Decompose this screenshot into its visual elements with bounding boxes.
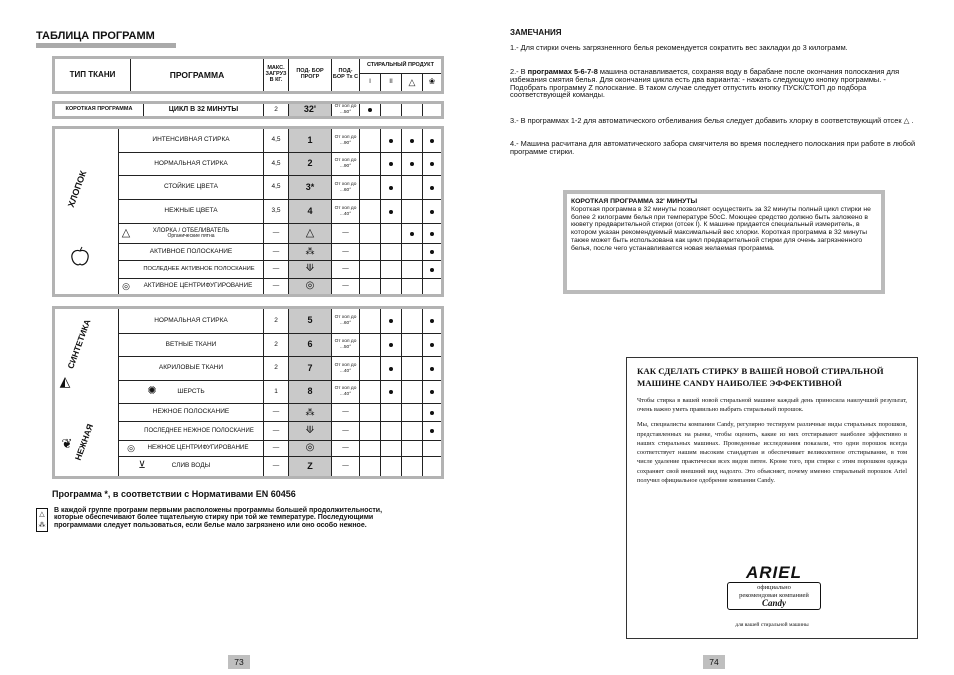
cotton-table	[52, 126, 444, 297]
synth-row-1-name: НОРМАЛЬНАЯ СТИРКА	[154, 316, 228, 324]
bleach-sub-label: Органические пятна	[167, 233, 215, 240]
ariel-logo-line-1: официально	[757, 584, 791, 591]
cotton-side-label: ХЛОПОК	[65, 169, 89, 209]
synth-row-8-code: Z	[307, 460, 313, 471]
detergent-dot	[368, 108, 372, 112]
cotton-row-3-name: СТОЙКИЕ ЦВЕТА	[163, 183, 219, 191]
synth-row-8-name: СЛИВ ВОДЫ	[171, 462, 211, 470]
cotton-row-6-name: АКТИВНОЕ ПОЛОСКАНИЕ	[149, 247, 233, 255]
cotton-row-7-name: ПОСЛЕДНЕЕ АКТИВНОЕ ПОЛОСКАНИЕ	[143, 266, 255, 273]
cotton-row-1-temp: От хол до ...90°	[334, 134, 357, 146]
synth-row-8-temp: —	[342, 462, 349, 470]
note-3: 3.- В программах 1-2 для автоматического отбеливания белья следует добавить хлорку в соответствующий отсек △ .	[510, 116, 914, 125]
synth-row-2-temp: От хол до ...50°	[334, 339, 357, 350]
cotton-row-5-load: —	[272, 229, 280, 237]
page-title: ТАБЛИЦА ПРОГРАММ	[36, 30, 155, 42]
cotton-row-1-name: ИНТЕНСИВНАЯ СТИРКА	[152, 136, 230, 144]
cotton-row-7-load: —	[272, 265, 280, 273]
synth-row-1-temp: От хол до ...60°	[334, 315, 357, 326]
synth-row-3-load: 2	[274, 364, 278, 372]
cotton-row-6-load: —	[272, 247, 280, 255]
short-program-box	[563, 190, 885, 294]
short-program-temp: От хол до ...50°	[334, 104, 357, 115]
short-program-name: ЦИКЛ В 32 МИНУТЫ	[168, 106, 239, 114]
short-program-box-text: Короткая программа в 32 минуты позволяет осуществить за 32 минуты полный цикл стирки не более 2 килограмм белья при температуре 50сС. Моющее средство должно быть заложено в кювету предварительной стирки (отсек I). К машине придается специальный измеритель, в котором указан рекомендуемый максимальный вес хлорки. Короткая программа в 32 минуты также может быть использована как цикл предварительной стирки для очень загрязненного белья, после чего устанавливается новая желаемая программа.	[571, 205, 871, 252]
header-program: ПРОГРАММА	[169, 69, 225, 80]
det-col-1: I	[369, 78, 371, 86]
bleach-icon: △	[408, 76, 416, 87]
warning-triangle-icon: ◭	[59, 372, 71, 389]
ariel-logo	[719, 564, 829, 616]
page-number-right: 74	[703, 655, 725, 669]
final-rinse-icon: ⟱	[305, 263, 315, 275]
cotton-row-2-code: 2	[307, 158, 313, 169]
detergent-drawer-icon: △ ⁂	[36, 508, 48, 532]
synth-row-3-temp: От хол до ...40°	[334, 362, 357, 374]
cotton-row-2-name: НОРМАЛЬНАЯ СТИРКА	[154, 159, 228, 167]
synth-row-2-code: 6	[307, 339, 313, 350]
cotton-row-3-temp: От хол до ...60°	[334, 181, 357, 193]
synth-row-5-name: НЕЖНОЕ ПОЛОСКАНИЕ	[152, 408, 230, 416]
synth-row-4-code: 8	[307, 386, 313, 397]
synth-row-5-temp: —	[342, 408, 349, 416]
notes-title: ЗАМЕЧАНИЯ	[510, 28, 562, 37]
header-table	[52, 56, 444, 94]
gentle-spin-icon: ◎	[127, 442, 135, 453]
cotton-row-5-temp: —	[342, 229, 349, 237]
softener-icon: ❀	[428, 77, 436, 87]
cotton-row-8-load: —	[272, 282, 280, 290]
header-detergent: СТИРАЛЬНЫЙ ПРОДУКТ	[366, 62, 435, 69]
iec-note: Программа *, в соответствии с Нормативами EN 60456	[52, 489, 296, 499]
spin-icon: ◎	[122, 280, 130, 291]
note-2-bold: программах 5-6-7-8	[527, 67, 598, 76]
header-fabric-type: ТИП ТКАНИ	[69, 69, 116, 79]
rinse-icon: ⁂	[305, 246, 315, 257]
note-1: 1.- Для стирки очень загрязненного белья рекомендуется сократить вес закладки до 3 килограмм.	[510, 43, 848, 52]
cotton-row-4-name: НЕЖНЫЕ ЦВЕТА	[164, 207, 218, 215]
synthetic-side-label: СИНТЕТИКА	[65, 317, 93, 371]
det-col-2: II	[389, 78, 393, 86]
candy-box-title: КАК СДЕЛАТЬ СТИРКУ В ВАШЕЙ НОВОЙ СТИРАЛЬНОЙ МАШИНЕ CANDY НАИБОЛЕЕ ЭФФЕКТИВНОЙ	[637, 366, 884, 388]
cotton-row-6-temp: —	[342, 247, 349, 255]
cotton-row-2-temp: От хол до ...90°	[334, 158, 357, 169]
cotton-row-8-temp: —	[342, 282, 349, 290]
synth-row-1-load: 2	[274, 316, 278, 324]
cotton-row-4-load: 3,5	[271, 207, 281, 215]
bleach-label: ХЛОРКА / ОТБЕЛИВАТЕЛЬ	[152, 227, 230, 234]
cotton-row-4-code: 4	[307, 205, 313, 216]
synth-row-3-name: АКРИЛОВЫЕ ТКАНИ	[158, 364, 224, 372]
gentle-rinse-icon: ⁂	[305, 406, 315, 417]
synth-row-6-name: ПОСЛЕДНЕЕ НЕЖНОЕ ПОЛОСКАНИЕ	[144, 427, 254, 434]
short-program-code: 32'	[303, 104, 317, 115]
synth-row-4-temp: От хол до ...40°	[334, 386, 357, 397]
note-4: 4.- Машина расчитана для автоматического забора смягчителя во время последнего полоскания при работе в любой программе стирки.	[510, 139, 916, 156]
cotton-row-5-code: △	[305, 226, 315, 239]
page-number-left: 73	[228, 655, 250, 669]
apple-icon	[69, 246, 91, 268]
synth-row-3-code: 7	[307, 362, 313, 373]
wool-icon: ✺	[147, 385, 157, 398]
final-gentle-rinse-icon: ⟱	[305, 424, 315, 436]
cotton-row-3-code: 3*	[305, 181, 315, 192]
bleach-triangle-icon: △	[121, 226, 131, 239]
synth-row-6-load: —	[272, 426, 280, 434]
ariel-logo-line-2: рекомендован компанией	[739, 591, 809, 599]
ariel-logo-brand: ARIEL	[746, 563, 802, 582]
ariel-logo-caption: для вашей стиральной машины	[735, 622, 809, 628]
synth-row-4-load: 1	[274, 387, 278, 395]
note-2-pre: 2.- В	[510, 67, 528, 76]
note-2	[510, 68, 922, 99]
delicate-side-label: НЕЖНАЯ	[72, 422, 96, 462]
synth-row-7-name: НЕЖНОЕ ЦЕНТРИФУГИРОВАНИЕ	[147, 444, 249, 452]
cotton-row-5-name	[119, 224, 263, 243]
gentle-spin-program-icon: ◎	[305, 442, 315, 454]
cotton-row-4-temp: От хол до ...40°	[334, 205, 357, 217]
synth-row-6-temp: —	[342, 426, 349, 434]
candy-box-paragraph-1: Чтобы стирка в вашей новой стиральной машине каждый день приносила наилучший результат, очень важно уметь правильно выбрать стиральный порошок.	[637, 396, 907, 414]
short-program-label: КОРОТКАЯ ПРОГРАММА	[65, 106, 133, 113]
synth-row-5-load: —	[272, 408, 280, 416]
synthetic-table	[52, 306, 444, 479]
cotton-row-1-code: 1	[307, 134, 313, 145]
drain-icon: ⊻	[138, 460, 146, 472]
synth-row-8-load: —	[272, 462, 280, 470]
synth-row-4-name: ШЕРСТЬ	[177, 387, 205, 395]
cotton-row-2-load: 4,5	[271, 159, 281, 167]
cotton-row-1-load: 4,5	[271, 136, 281, 144]
cotton-row-3-load: 4,5	[271, 183, 281, 191]
synth-row-2-name: ВЕТНЫЕ ТКАНИ	[165, 340, 217, 348]
footnote: В каждой группе программ первыми расположены программы большей продолжительности, которые обеспечивают более тщательную стирку при той же температуре. Последующими программами следует пользоваться, если белье мало загрязнено или оно особо нежное.	[54, 507, 383, 529]
synth-row-1-code: 5	[307, 315, 313, 326]
header-max-load: МАКС. ЗАГРУЗ В КГ.	[265, 65, 287, 83]
short-program-table	[52, 101, 444, 119]
synth-row-2-load: 2	[274, 340, 278, 348]
short-program-box-title: КОРОТКАЯ ПРОГРАММА 32' МИНУТЫ	[571, 198, 698, 205]
note-2-post: машина останавливается, сохраняя воду в барабане после окончания полоскания для избежания смятия белья. Для окончания цикла есть два варианта: - нажать следующую кнопку программы. - Подобрать программу Z полоскание. В таком случае следует отпустить кнопку ПУСК/СТОП до подбора соответствующей команды.	[510, 67, 900, 100]
synth-row-7-temp: —	[342, 444, 349, 452]
cotton-row-7-temp: —	[342, 265, 349, 273]
feather-icon: ❦	[61, 436, 73, 452]
title-underline	[36, 43, 176, 48]
cotton-row-8-name: АКТИВНОЕ ЦЕНТРИФУГИРОВАНИЕ	[143, 282, 253, 290]
candy-box-paragraph-2: Мы, специалисты компании Candy, регулярно тестируем различные виды стиральных порошков, представленных на рынке, чтобы оценить, какие из них отстирывают наиболее эффективно в наших стиральных машинах. Проведенные исследования показали, что одни порошок всегда соответствует нашим высоким стандартам и обеспечивает великолепное отстирывание, в том числе удаление практически всех видов пятен. Кроме того, при стирке с этим порошком одежда сохраняет свой внешний вид надолго. Это объясняет, почему именно стиральный порошок Ariel получил официальное одобрение компании Candy.	[637, 421, 907, 484]
header-program-select: ПОД- БОР ПРОГР	[296, 68, 324, 80]
candy-logo: Candy	[761, 598, 786, 608]
spin-program-icon: ◎	[305, 280, 315, 292]
synth-row-7-load: —	[272, 444, 280, 452]
header-temp-select: ПОД- БОР Тх С	[332, 68, 359, 80]
short-program-load: 2	[274, 105, 278, 113]
candy-box	[626, 357, 918, 639]
